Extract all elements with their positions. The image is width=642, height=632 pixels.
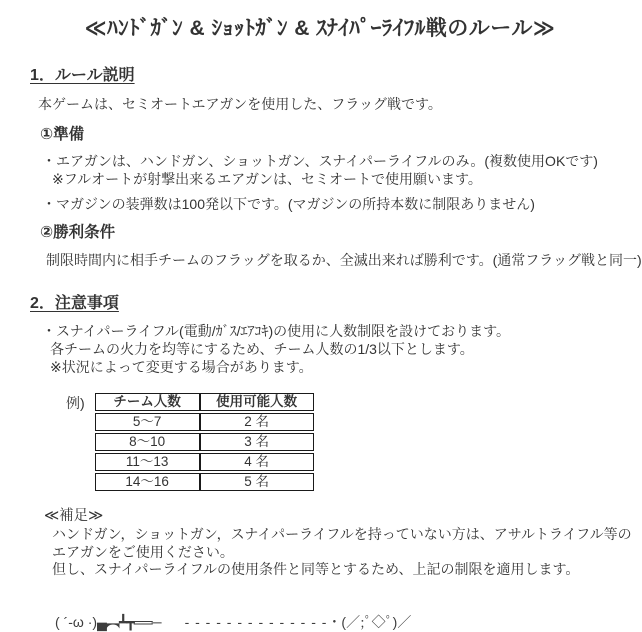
section2-heading: 2．注意事項 [30, 295, 119, 312]
supplement-line-use-airgun: エアガンをご使用ください。 [52, 543, 234, 560]
example-label: 例) [66, 395, 85, 411]
kaomoji-bullet-trail: - - - - - - - - - - - - - - [184, 613, 328, 630]
table-header-team-size: チーム人数 [95, 393, 200, 411]
notes-bullet-sniper-limit: ・スナイパーライフル(電動/ｶﾞｽ/ｴｱｺｷ)の使用に人数制限を設けております。 [42, 323, 511, 339]
notes-line-subject-to-change: ※状況によって変更する場合があります。 [50, 359, 313, 375]
supplement-line-no-gun: ハンドガン，ショットガン，スナイパーライフルを持っていない方は、アサルトライフル等の [52, 526, 632, 542]
supplement-heading: ≪補足≫ [44, 508, 104, 524]
table-row [95, 473, 314, 491]
table-cell-allowed: 5 名 [200, 473, 314, 491]
section1-intro: 本ゲームは、セミオートエアガンを使用した、フラッグ戦です。 [38, 96, 442, 112]
victory-body: 制限時間内に相手チームのフラッグを取るか、全滅出来れば勝利です。(通常フラッグ戦と同一) [46, 252, 642, 268]
preparation-bullet-magazine: ・マガジンの装弾数は100発以下です。(マガジンの所持本数に制限ありません) [42, 196, 535, 212]
notes-line-firepower: 各チームの火力を均等にするため、チーム人数の1/3以下とします。 [50, 341, 474, 357]
kaomoji-footer [55, 612, 640, 632]
table-cell-team-size: 5〜7 [95, 413, 200, 431]
kaomoji-sniper-face: ( ´-ω ·) [55, 613, 98, 630]
kaomoji-rifle: ▄︻┻┳══─ [97, 613, 161, 630]
table-cell-allowed: 3 名 [200, 433, 314, 451]
victory-heading: ②勝利条件 [40, 224, 116, 241]
preparation-bullet-airguns: ・エアガンは、ハンドガン、ショットガン、スナイパーライフルのみ。(複数使用OKです) [42, 153, 598, 169]
table-header-allowed: 使用可能人数 [200, 393, 314, 411]
kaomoji-target-face: ・(／;ﾟ◇ﾟ)／ [327, 613, 412, 630]
table-cell-allowed: 4 名 [200, 453, 314, 471]
sniper-limit-table [95, 391, 314, 493]
section1-heading: 1．ルール説明 [30, 67, 135, 84]
table-row [95, 413, 314, 431]
table-cell-team-size: 14〜16 [95, 473, 200, 491]
table-row [95, 453, 314, 471]
page-title: ≪ﾊﾝﾄﾞｶﾞﾝ & ｼｮｯﾄｶﾞﾝ & ｽﾅｲﾊﾟｰﾗｲﾌﾙ戦のルール≫ [84, 17, 556, 40]
table-header-row [95, 393, 314, 411]
example-block [66, 391, 640, 493]
preparation-fullauto-note: ※フルオートが射撃出来るエアガンは、セミオートで使用願います。 [52, 171, 482, 187]
table-cell-team-size: 8〜10 [95, 433, 200, 451]
table-cell-allowed: 2 名 [200, 413, 314, 431]
preparation-heading: ①準備 [40, 126, 85, 143]
supplement-line-same-limit: 但し、スナイパーライフルの使用条件と同等とするため、上記の制限を適用します。 [52, 561, 580, 577]
document-page [0, 12, 640, 628]
table-cell-team-size: 11〜13 [95, 453, 200, 471]
table-row [95, 433, 314, 451]
